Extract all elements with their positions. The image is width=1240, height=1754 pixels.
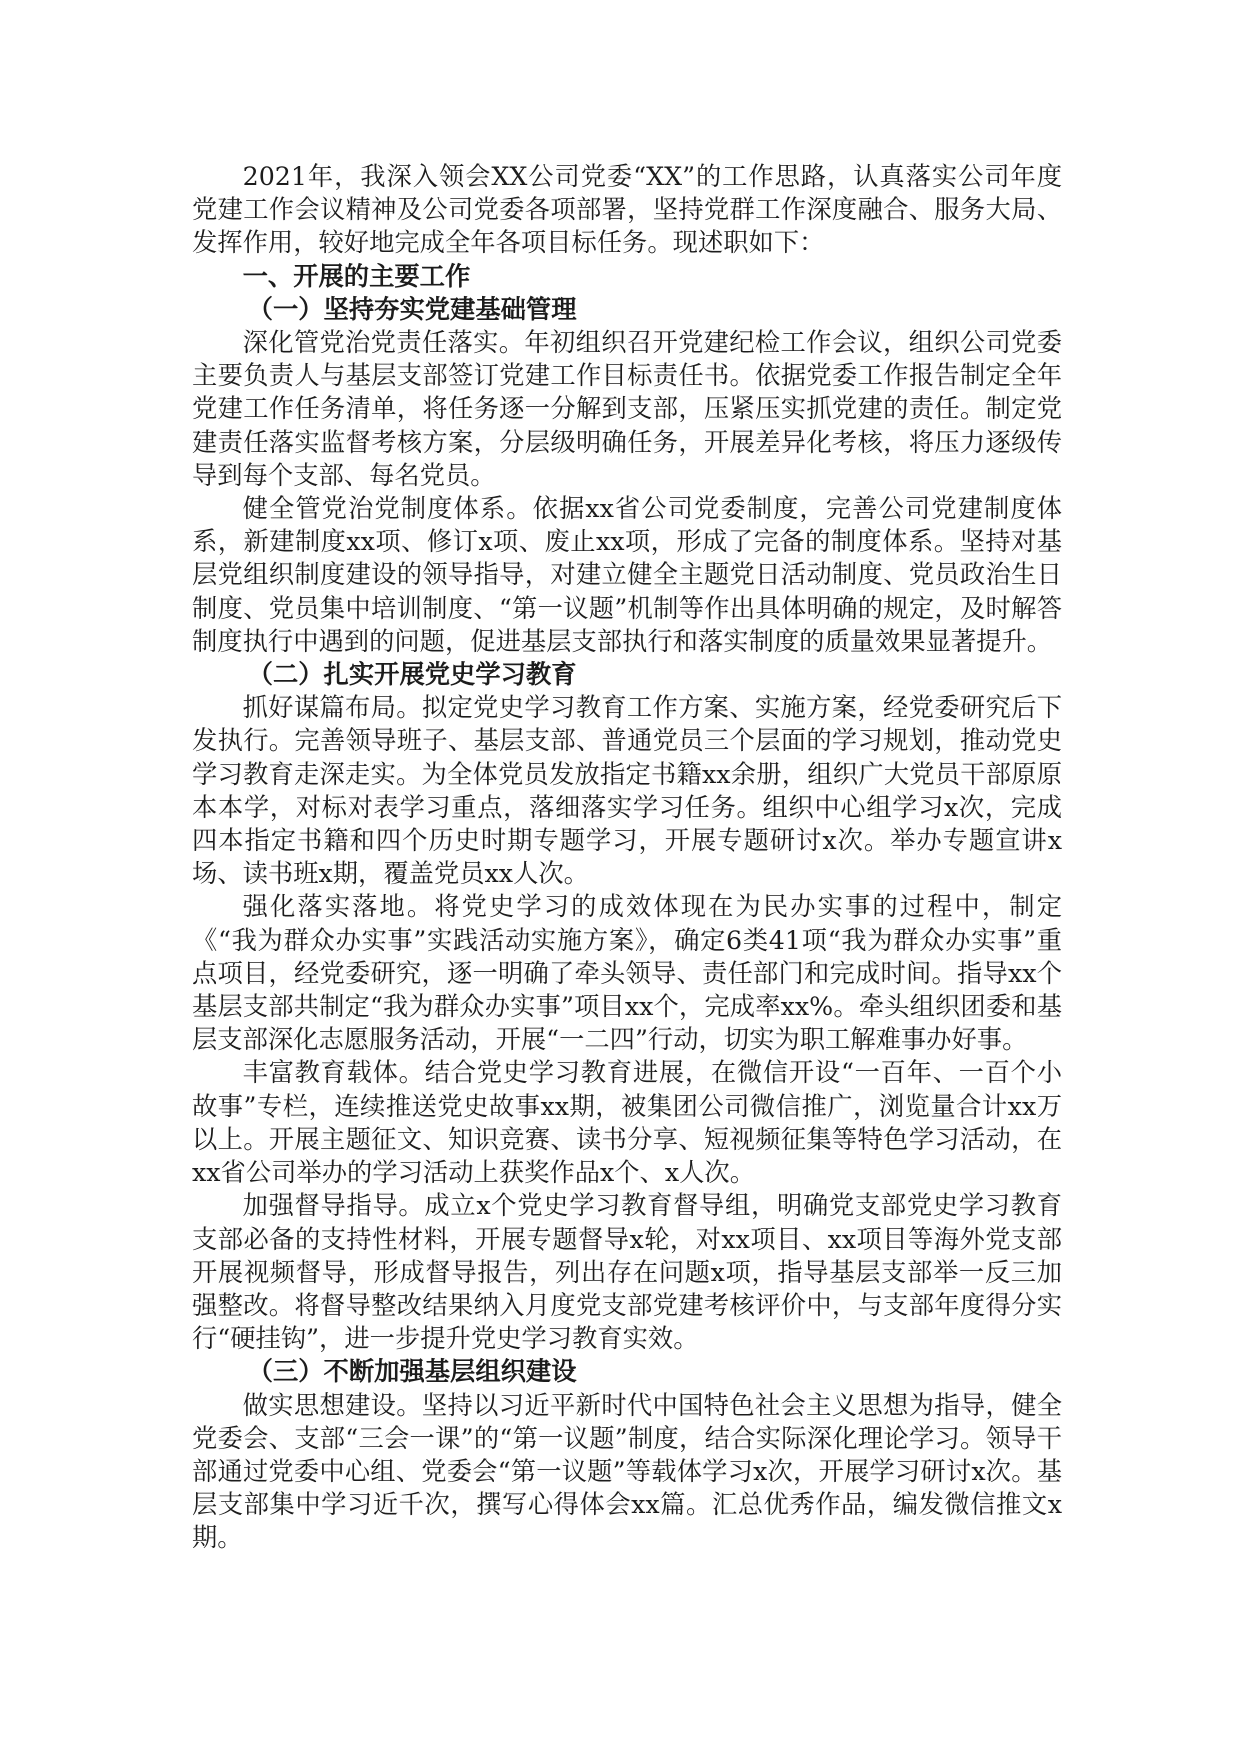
subsection-heading-3: （三）不断加强基层组织建设 [247, 1357, 577, 1387]
paragraph-supervision: 加强督导指导。成立x个党史学习教育督导组，明确党支部党史学习教育支部必备的支持性材料，开展专题督导x轮，对xx项目、xx项目等海外党支部开展视频督导，形成督导报告，列出存在问题x项，指导基层支部举一反三加强整改。将督导整改结果纳入月度党支部党建考核评价中，与支部年度得分实行“硬挂钩”，进一步提升党史学习教育实效。 [192, 1191, 1062, 1354]
subsection-heading-2: （二）扎实开展党史学习教育 [247, 660, 577, 690]
section-heading-main-work: 一、开展的主要工作 [242, 261, 471, 291]
intro-paragraph: 2021年，我深入领会XX公司党委“XX”的工作思路，认真落实公司年度党建工作会议精神及公司党委各项部署，坚持党群工作深度融合、服务大局、发挥作用，较好地完成全年各项目标任务。现述职如下： [192, 162, 1062, 258]
paragraph-planning: 抓好谋篇布局。拟定党史学习教育工作方案、实施方案，经党委研究后下发执行。完善领导班子、基层支部、普通党员三个层面的学习规划，推动党史学习教育走深走实。为全体党员发放指定书籍xx余册，组织广大党员干部原原本本学，对标对表学习重点，落细落实学习任务。组织中心组学习x次，完成四本指定书籍和四个历史时期专题学习，开展专题研讨x次。举办专题宣讲x场、读书班x期，覆盖党员xx人次。 [192, 693, 1062, 889]
paragraph-education-carriers: 丰富教育载体。结合党史学习教育进展，在微信开设“一百年、一百个小故事”专栏，连续推送党史故事xx期，被集团公司微信推广，浏览量合计xx万以上。开展主题征文、知识竞赛、读书分享、短视频征集等特色学习活动，在xx省公司举办的学习活动上获奖作品x个、x人次。 [192, 1058, 1062, 1188]
paragraph-ideological-building: 做实思想建设。坚持以习近平新时代中国特色社会主义思想为指导，健全党委会、支部“三会一课”的“第一议题”制度，结合实际深化理论学习。领导干部通过党委中心组、党委会“第一议题”等载体学习x次，开展学习研讨x次。基层支部集中学习近千次，撰写心得体会xx篇。汇总优秀作品，编发微信推文x期。 [192, 1390, 1062, 1553]
paragraph-responsibility: 深化管党治党责任落实。年初组织召开党建纪检工作会议，组织公司党委主要负责人与基层支部签订党建工作目标责任书。依据党委工作报告制定全年党建工作任务清单，将任务逐一分解到支部，压紧压实抓党建的责任。制定党建责任落实监督考核方案，分层级明确任务，开展差异化考核，将压力逐级传导到每个支部、每名党员。 [192, 328, 1062, 490]
document-body [192, 160, 1062, 1555]
paragraph-implementation: 强化落实落地。将党史学习的成效体现在为民办实事的过程中，制定《“我为群众办实事”实践活动实施方案》，确定6类41项“我为群众办实事”重点项目，经党委研究，逐一明确了牵头领导、责任部门和完成时间。指导xx个基层支部共制定“我为群众办实事”项目xx个，完成率xx%。牵头组织团委和基层支部深化志愿服务活动，开展“一二四”行动，切实为职工解难事办好事。 [192, 892, 1062, 1055]
subsection-heading-1: （一）坚持夯实党建基础管理 [247, 294, 577, 324]
paragraph-institution-system: 健全管党治党制度体系。依据xx省公司党委制度，完善公司党建制度体系，新建制度xx项、修订x项、废止xx项，形成了完备的制度体系。坚持对基层党组织制度建设的领导指导，对建立健全主题党日活动制度、党员政治生日制度、党员集中培训制度、“第一议题”机制等作出具体明确的规定，及时解答制度执行中遇到的问题，促进基层支部执行和落实制度的质量效果显著提升。 [192, 494, 1062, 656]
